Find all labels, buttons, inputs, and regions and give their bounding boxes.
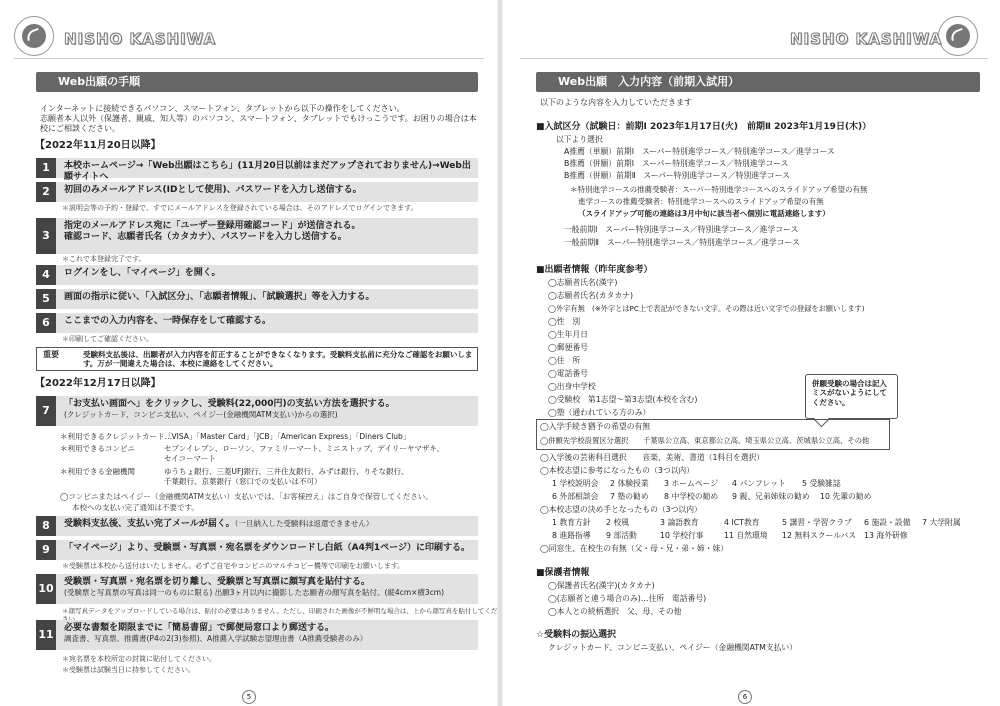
step-number: 3 [36, 218, 56, 254]
notice-text: 受験料支払後は、出願者が入力内容を訂正することができなくなります。受験料支払前に充分なご確認をお願いします。万が一間違えた場合は、本校に連絡をしてください。 [83, 350, 473, 369]
applicant-field: ◯本校志望に参考になったもの（3つ以内） [540, 466, 695, 475]
detail-value: 千葉銀行、京葉銀行（窓口での支払いは不可） [164, 477, 322, 486]
section-title-bar [36, 72, 478, 92]
step-text: 画面の指示に従い、「入試区分」、「志願者情報」、「試験選択」等を入力する。 [64, 292, 375, 302]
option-value: スーパー特別進学コース／特別進学コース／進学コース [605, 225, 799, 234]
step-number: 2 [36, 182, 56, 202]
step-number: 9 [36, 540, 56, 560]
payment-note: 本校への支払い完了通知は不要です。 [72, 503, 199, 512]
decision-option: 8 進路指導 [552, 531, 591, 540]
reference-option: 4 パンフレット [732, 479, 786, 488]
applicant-info-heading: ■出願者情報（昨年度参考） [536, 265, 653, 275]
reference-option: 10 先輩の勧め [820, 492, 872, 501]
exam-option [564, 147, 835, 157]
step-number: 1 [36, 158, 56, 178]
step-2-note: ＊説明会等の予約・登録で、すでにメールアドレスを登録されている場合は、そのアドレスでログインできます。 [62, 204, 418, 212]
exam-option [564, 238, 800, 248]
exam-option [564, 171, 790, 181]
detail-value: 「VISA」「Master Card」「JCB」「American Express」「Diners Club」 [164, 432, 411, 441]
date-heading-1: 【2022年11月20日以降】 [35, 140, 161, 151]
step-text [64, 519, 474, 530]
step-5 [36, 289, 478, 309]
decision-option: 12 無料スクールバス [782, 531, 857, 540]
payment-detail [60, 467, 409, 476]
exam-option [564, 225, 798, 235]
guardian-field: ◯保護者氏名(漢字)(カタカナ) [548, 581, 655, 590]
step-text-line: 指定のメールアドレス宛に「ユーザー登録用確認コード」が送信される。 [64, 221, 361, 231]
intro-text: 以下のような内容を入力していただきます [540, 98, 692, 107]
step-1 [36, 158, 478, 183]
guardian-field: ◯本人との続柄選択 父、母、その他 [548, 607, 682, 616]
payment-detail [60, 444, 445, 453]
applicant-field: ◯本校志望の決め手となったもの（3つ以内） [540, 505, 702, 514]
step-6 [36, 313, 478, 333]
date-heading-2: 【2022年12月17日以降】 [35, 378, 161, 389]
applicant-field: ◯受験校 第1志望～第3志望(本校を含む) [548, 395, 698, 404]
applicant-field: ◯入学手続き猶予の希望の有無 [540, 422, 651, 431]
reference-option: 7 塾の勧め [610, 492, 649, 501]
applicant-field: ◯住 所 [548, 356, 581, 365]
school-logo [938, 16, 978, 56]
page-number: 6 [738, 690, 752, 704]
step-9 [36, 540, 478, 560]
notice-label: 重要 [43, 350, 59, 359]
option-label: B推薦（併願）前期Ⅰ [564, 159, 635, 168]
applicant-field: ◯志願者氏名(漢字) [548, 278, 618, 287]
applicant-field: ◯塾（通われている方のみ） [548, 408, 651, 417]
step-9-note: ＊受験票は本校から送付はいたしません。必ずご自宅やコンビニのマルチコピー機等で印刷をお願いします。 [62, 562, 405, 570]
option-label: A推薦（単願）前期Ⅰ [564, 147, 635, 156]
school-logo [14, 16, 54, 56]
step-number: 6 [36, 313, 56, 333]
decision-option: 13 海外研修 [864, 531, 908, 540]
applicant-field: ◯電話番号 [548, 369, 588, 378]
detail-value: ゆうちょ銀行、三菱UFJ銀行、三井住友銀行、みずほ銀行、りそな銀行、 [164, 467, 409, 476]
brand-name: NISHO KASHIWA [790, 30, 943, 48]
exam-option [564, 159, 788, 169]
step-number: 5 [36, 289, 56, 309]
slide-up-note: ＊特別進学コースの推薦受験者：スーパー特別進学コースへのスライドアップ希望の有無 [570, 185, 868, 194]
intro-line: 志願者本人以外（保護者、親戚、知人等）のパソコン、スマートフォン、タブレットでもけっこうです。お困りの場合は本校にご相談ください。 [40, 114, 477, 133]
select-hint: 以下より選択 [556, 135, 603, 144]
step-text-main: 受験料支払後、支払い完了メールが届く。 [64, 519, 235, 529]
step-7 [36, 396, 478, 426]
page-number: 5 [242, 690, 256, 704]
step-text [64, 221, 474, 244]
applicant-field: ◯出身中学校 [548, 382, 596, 391]
step-text-sub: （一旦納入した受験料は返還できません） [234, 519, 374, 528]
detail-value: セイコーマート [164, 454, 216, 463]
applicant-field: ◯生年月日 [548, 330, 588, 339]
detail-label: ＊利用できるコンビニ [60, 444, 135, 453]
step-text [64, 623, 474, 644]
detail-value: セブンイレブン、ローソン、ファミリーマート、ミニストップ、デイリーヤマザキ、 [164, 444, 445, 453]
step-text: 初回のみメールアドレス(IDとして使用)、パスワードを入力し送信する。 [64, 185, 362, 195]
step-text [64, 577, 474, 598]
decision-option: 4 ICT教育 [724, 518, 760, 527]
intro-line: インターネットに接続できるパソコン、スマートフォン、タブレットから以下の操作をしてください。 [40, 104, 405, 113]
header-rule [14, 58, 484, 59]
option-label: 一般前期Ⅱ [564, 238, 600, 247]
section-title: Web出願 入力内容（前期入試用） [558, 75, 740, 88]
slide-up-note: （スライドアップ可能の連絡は3月中旬に該当者へ個別に電話連絡します） [578, 209, 830, 218]
step-number: 10 [36, 574, 56, 604]
applicant-field: ◯志願者氏名(カタカナ) [548, 291, 633, 300]
important-notice [36, 347, 478, 371]
step-text-line: (クレジットカード、コンビニ支払い、ペイジー(金融機関ATM支払い)からの選択) [64, 410, 338, 420]
applicant-field: ◯同窓生、在校生の有無（父・母・兄・弟・姉・妹） [540, 544, 729, 553]
option-value: スーパー特別進学コース／特別進学コース／進学コース [606, 238, 800, 247]
option-label: 一般前期Ⅰ [564, 225, 598, 234]
decision-option: 1 教育方針 [552, 518, 591, 527]
exam-category-heading: ■入試区分（試験日：前期Ⅰ 2023年1月17日(火) 前期Ⅱ 2023年1月19日(木)） [536, 122, 872, 132]
decision-option: 3 論語教育 [660, 518, 699, 527]
intro-text [40, 104, 480, 134]
applicant-field: ◯郵便番号 [548, 343, 588, 352]
step-number: 4 [36, 265, 56, 285]
step-text-line: 「お支払い画面へ」をクリックし、受験料(22,000円)の支払い方法を選択する。 [64, 399, 395, 409]
step-text-line: 確認コード、志願者氏名（カタカナ）、パスワードを入力し送信する。 [64, 232, 347, 243]
applicant-field: ◯外字有無 (※外字とはPC上で表記ができない文字。その際は近い文字での登録をお願いします) [548, 304, 865, 313]
reference-option: 8 中学校の勧め [664, 492, 719, 501]
step-text: 本校ホームページ→「Web出願はこちら」(11月20日以前はまだアップされておりません)→Web出願サイトへ [64, 161, 471, 183]
step-3-note: ＊これで本登録完了です。 [62, 255, 146, 263]
applicant-field: ◯併願先学校設置区分選択 千葉県公立高、東京都公立高、埼玉県公立高、茨城県公立高、その他 [540, 436, 870, 445]
option-label: B推薦（併願）前期Ⅱ [564, 171, 636, 180]
step-11 [36, 620, 478, 650]
decision-option: 6 施設・設備 [864, 518, 911, 527]
step-text-line: 調査書、写真票、推薦書(P4の2(3)参照)、A推薦入学試験志望理由書（A推薦受験者のみ） [64, 634, 368, 644]
option-value: スーパー特別進学コース／特別進学コース [643, 171, 790, 180]
section-title-bar [536, 72, 980, 92]
step-8 [36, 516, 478, 536]
step-text-line: 必要な書類を期限までに「簡易書留」で郵便局窓口より郵送する。 [64, 623, 335, 633]
slide-up-note: 進学コースの推薦受験者：特別進学コースへのスライドアップ希望の有無 [578, 197, 824, 206]
decision-option: 7 大学附属 [922, 518, 961, 527]
step-text [64, 399, 474, 420]
reference-option: 1 学校説明会 [552, 479, 599, 488]
step-6-note: ＊印刷してご確認ください。 [62, 335, 153, 343]
decision-option: 11 自然環境 [724, 531, 768, 540]
decision-option: 5 講習・学習クラブ [782, 518, 852, 527]
decision-option: 10 学校行事 [660, 531, 704, 540]
step-text: ここまでの入力内容を、一時保存をして確認する。 [64, 316, 272, 326]
step-number: 7 [36, 396, 56, 426]
decision-option: 2 校風 [606, 518, 630, 527]
detail-label: ＊利用できる金融機関 [60, 467, 135, 476]
payment-detail [60, 432, 411, 441]
decision-option: 9 部活動 [606, 531, 637, 540]
header-rule [520, 58, 988, 59]
step-2 [36, 182, 478, 202]
reference-option: 5 受験雑誌 [802, 479, 841, 488]
step-11-note: ＊宛名票を本校所定の封筒に貼付してください。 [62, 655, 216, 663]
reference-option: 3 ホームページ [664, 479, 719, 488]
option-value: スーパー特別進学コース／特別進学コース [641, 159, 789, 168]
step-10 [36, 574, 478, 604]
fee-payment-options: クレジットカード、コンビニ支払い、ペイジー（金融機関ATM支払い） [548, 643, 797, 652]
applicant-field: ◯入学後の芸術科目選択 音楽、美術、書道（1科目を選択） [540, 453, 765, 462]
step-number: 11 [36, 620, 56, 650]
step-4 [36, 265, 478, 285]
detail-label: ＊利用できるクレジットカード… [60, 432, 173, 441]
applicant-field: ◯性 別 [548, 317, 581, 326]
step-text-line: 受験票・写真票・宛名票を切り離し、受験票と写真票に顔写真を貼付する。 [64, 577, 371, 587]
step-number: 8 [36, 516, 56, 536]
step-text-line: (受験票と写真票の写真は同一のものに限る) 出願3ヶ月以内に撮影した志願者の顔写真を貼付。(縦4cm×横3cm) [64, 588, 445, 598]
step-3 [36, 218, 478, 254]
step-text: ログインをし、「マイページ」を開く。 [64, 268, 221, 278]
callout-note: 併願受験の場合は記入ミスがないようにしてください。 [805, 374, 898, 419]
reference-option: 9 親、兄弟姉妹の勧め [732, 492, 810, 501]
section-title: Web出願の手順 [58, 75, 141, 88]
guardian-field: ◯(志願者と違う場合のみ)…住所 電話番号) [548, 594, 707, 603]
step-10-note: ＊顔写真データをアップロードしている場合は、貼付の必要はありません。ただし、印刷された画像が不鮮明な場合は、上から顔写真を貼付してくだ [62, 607, 498, 615]
guardian-info-heading: ■保護者情報 [536, 568, 590, 578]
left-page [0, 0, 498, 706]
payment-note: ◯コンビニまたはペイジー（金融機関ATM支払い）支払いでは、「お客様控え」はご自身で保管してください。 [60, 492, 433, 501]
step-11-note: ＊受験票は試験当日に持参してください。 [62, 666, 195, 674]
brand-name: NISHO KASHIWA [64, 30, 217, 48]
fee-payment-heading: ☆受験料の振込選択 [536, 630, 617, 640]
reference-option: 2 体験授業 [610, 479, 649, 488]
option-value: スーパー特別進学コース／特別進学コース／進学コース [641, 147, 835, 156]
step-text: 「マイページ」より、受験票・写真票・宛名票をダウンロードし白紙（A4判1ページ）に印刷する。 [64, 543, 470, 553]
reference-option: 6 外部相談会 [552, 492, 599, 501]
